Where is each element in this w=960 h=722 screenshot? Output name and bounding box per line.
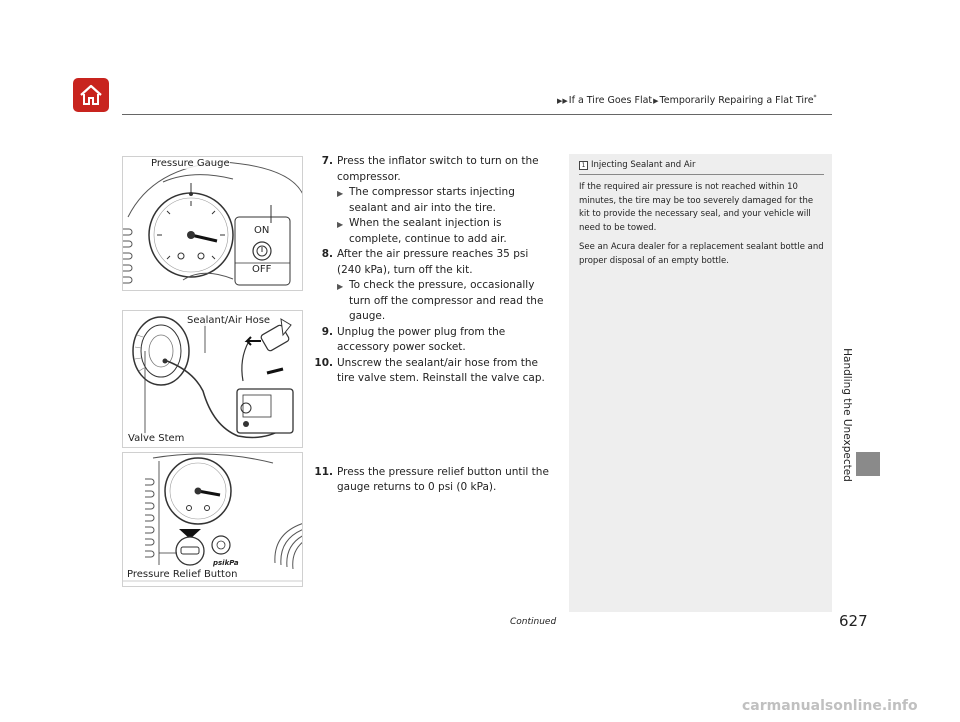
note-panel [569, 154, 832, 612]
sub-step-text: When the sealant injection is complete, continue to add air. [349, 217, 507, 245]
step-8 [310, 247, 555, 278]
step-7 [310, 154, 555, 185]
figure-pressure-relief [122, 452, 303, 587]
on-label: ON [254, 225, 270, 236]
step-number: 10. [314, 356, 333, 369]
pressure-relief-button-label: Pressure Relief Button [127, 569, 238, 580]
step-text: Unplug the power plug from the accessory power socket. [337, 325, 506, 353]
note-marker-icon: 1 [579, 161, 588, 170]
side-tab[interactable] [840, 335, 854, 495]
step-text: Unscrew the sealant/air hose from the tire valve stem. Reinstall the valve cap. [337, 356, 545, 384]
pressure-relief-illustration [123, 453, 303, 587]
sealant-hose-illustration [123, 311, 303, 448]
step-number: 11. [314, 465, 333, 478]
step-8-sub-1 [310, 278, 555, 325]
note-paragraph: See an Acura dealer for a replacement sealant bottle and proper disposal of an empty bottle. [579, 242, 824, 266]
valve-stem-label: Valve Stem [128, 433, 185, 444]
arrow-icon: ▶ [337, 220, 344, 229]
figure-pressure-gauge [122, 156, 303, 291]
step-text: After the air pressure reaches 35 psi (240 kPa), turn off the kit. [337, 248, 529, 276]
watermark: carmanualsonline.info [742, 698, 918, 714]
breadcrumb-mark: * [813, 94, 817, 101]
note-title [579, 160, 824, 170]
step-text: Press the pressure relief button until the gauge returns to 0 psi (0 kPa). [337, 465, 549, 493]
step-text: Press the inflator switch to turn on the compressor. [337, 155, 539, 183]
note-title-text: Injecting Sealant and Air [591, 160, 696, 170]
side-tab-label: Handling the Unexpected [841, 348, 853, 482]
breadcrumb-arrow-icon: ▶▶ [557, 97, 568, 106]
step-7-sub-2 [310, 216, 555, 247]
side-tab-marker [856, 452, 880, 476]
step-9 [310, 325, 555, 356]
arrow-icon: ▶ [337, 189, 344, 198]
breadcrumb-link-flat-tire[interactable]: If a Tire Goes Flat [568, 95, 653, 107]
note-divider [579, 174, 824, 175]
header-divider [122, 114, 832, 115]
figure-sealant-hose [122, 310, 303, 448]
breadcrumb-current[interactable]: Temporarily Repairing a Flat Tire [659, 95, 814, 107]
continued-label: Continued [510, 617, 557, 627]
sub-step-text: The compressor starts injecting sealant and air into the tire. [349, 186, 515, 214]
step-11 [310, 465, 555, 496]
breadcrumb [556, 94, 817, 106]
pressure-gauge-label: Pressure Gauge [151, 158, 230, 169]
breadcrumb-arrow-icon: ▶ [653, 97, 659, 106]
step-7-sub-1 [310, 185, 555, 216]
arrow-icon: ▶ [337, 282, 344, 291]
page-number: 627 [839, 612, 868, 630]
step-number: 8. [321, 248, 333, 260]
svg-text:psikPa: psikPa [213, 559, 239, 567]
note-paragraph: If the required air pressure is not reached within 10 minutes, the tire may be too severely damaged for the kit to provide the necessary seal, and your vehicle will need to be towed. [579, 182, 814, 233]
step-10 [310, 356, 555, 387]
instruction-steps [310, 154, 555, 496]
step-number: 7. [321, 155, 333, 167]
home-icon [78, 83, 104, 107]
sealant-air-hose-label: Sealant/Air Hose [187, 315, 271, 326]
pressure-gauge-illustration [123, 157, 303, 291]
sub-step-text: To check the pressure, occasionally turn off the compressor and read the gauge. [349, 279, 544, 322]
off-label: OFF [252, 264, 272, 275]
step-number: 9. [321, 325, 333, 338]
home-button[interactable] [73, 78, 109, 112]
